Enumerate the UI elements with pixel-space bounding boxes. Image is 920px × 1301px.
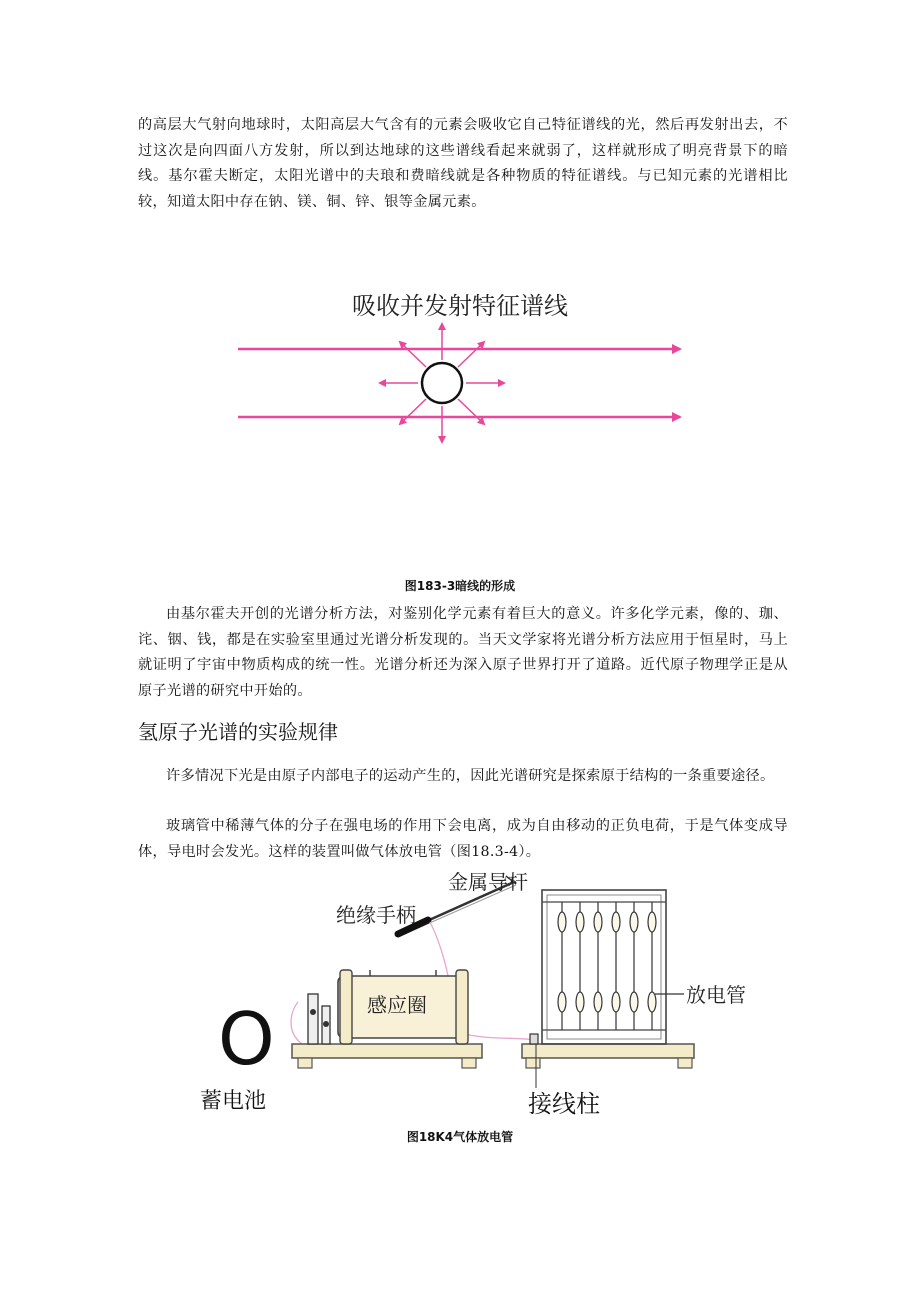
battery-symbol: O [218,997,275,1081]
metal-rod-label: 金属导杆 [448,870,528,894]
figure2-caption: 图18K4气体放电管 [406,1130,514,1144]
discharge-paragraph: 玻璃管中稀薄气体的分子在强电场的作用下会电离，成为自由移动的正负电荷，于是气体变成导体，导电时会发光。这样的装置叫做气体放电管（图18.3-4）。 [138,818,788,860]
gas-discharge-tube-figure [190,862,746,1122]
induction-coil-label: 感应圈 [367,993,427,1017]
coil-base [292,1044,482,1058]
light-origin-paragraph: 许多情况下光是由原子内部电子的运动产生的，因此光谱研究是探索原于结构的一条重要途径。 [166,768,775,784]
intro-paragraph: 的高层大气射向地球时，太阳高层大气含有的元素会吸收它自己特征谱线的光，然后再发射出去，不过这次是向四面八方发射，所以到达地球的这些谱线看起来就弱了，这样就形成了明亮背景下的暗线。基尔霍夫断定，太阳光谱中的夫琅和费暗线就是各种物质的特征谱线。与已知元素的光谱相比较，知道太阳中存在钠、镁、铜、锌、银等金属元素。 [138,117,788,210]
figure1-title: 吸收并发射特征谱线 [352,292,568,320]
terminal-post [530,1034,538,1044]
atom-circle [422,363,462,403]
spectral-analysis-paragraph: 由基尔霍夫开创的光谱分析方法，对鉴别化学元素有着巨大的意义。许多化学元素，像的、珈、诧、铟、钱，都是在实验室里通过光谱分析发现的。当天文学家将光谱分析方法应用于恒星时，马上就证明了宇宙中物质构成的统一性。光谱分析还为深入原子世界打开了道路。近代原子物理学正是从原子光谱的研究中开始的。 [138,606,788,699]
dark-line-formation-figure [230,282,690,457]
insulated-handle-label: 绝缘手柄 [336,903,416,927]
discharge-tubes [558,902,656,1030]
tube-base [522,1044,694,1058]
section-heading: 氢原子光谱的实验规律 [138,720,338,744]
figure1-caption: 图183-3暗线的形成 [404,579,516,593]
discharge-tube-label: 放电管 [686,983,746,1007]
interrupter [308,994,318,1044]
terminal-label: 接线柱 [528,1090,600,1118]
battery-label: 蓄电池 [200,1089,267,1114]
